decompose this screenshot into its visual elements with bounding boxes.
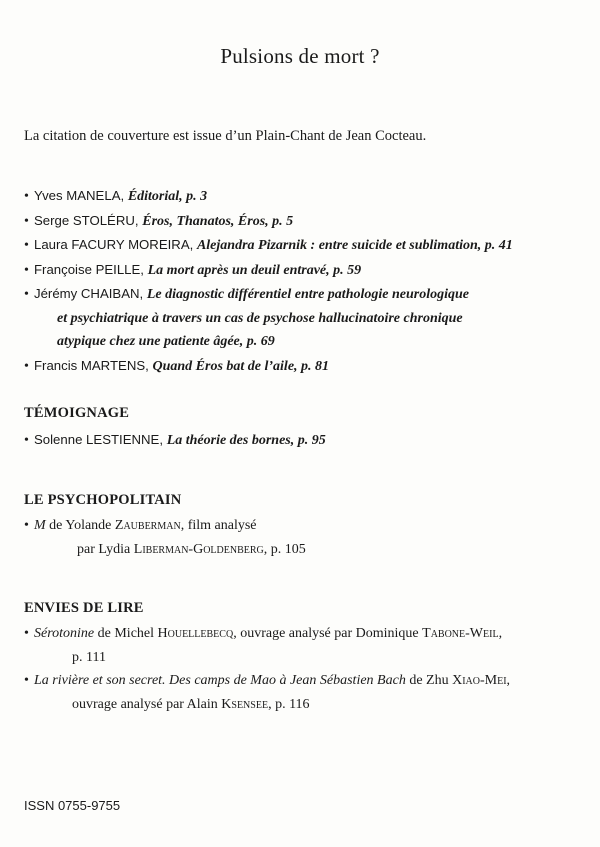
article-author: Solenne LESTIENNE, xyxy=(34,432,167,447)
page-ref: p. 111 xyxy=(72,649,106,665)
film-title: M xyxy=(34,518,46,533)
article-author: Serge STOLÉRU, xyxy=(34,212,143,228)
reviewer-name: Liberman-Goldenberg xyxy=(133,541,264,557)
article-title: Éros, Thanatos, Éros, p. 5 xyxy=(142,213,294,229)
text: , film analysé xyxy=(180,518,257,533)
psychopolitain-list xyxy=(24,514,590,561)
cover-quote-note: La citation de couverture est issue d’un Plain-Chant de Jean Cocteau. xyxy=(24,128,427,144)
temoignage-list xyxy=(24,428,590,453)
article-title-continued: atypique chez une patiente âgée, p. 69 xyxy=(57,334,275,349)
bullet: • xyxy=(24,238,29,253)
text: de Yolande xyxy=(45,518,115,533)
text: , xyxy=(506,673,511,688)
article-title: Le diagnostic différentiel entre pathologie neurologique xyxy=(146,287,469,302)
article-title: Quand Éros bat de l’aile, p. 81 xyxy=(152,358,330,374)
article-author: Yves MANELA, xyxy=(34,188,128,203)
review-line xyxy=(24,693,590,717)
article-author: Francis MARTENS, xyxy=(34,357,153,373)
list-item xyxy=(24,209,590,234)
list-item xyxy=(24,258,590,283)
page-title: Pulsions de mort ? xyxy=(220,44,380,68)
bullet: • xyxy=(24,189,29,204)
section-heading-psychopolitain: LE PSYCHOPOLITAIN xyxy=(24,492,182,508)
text: par Lydia xyxy=(77,541,134,557)
text: , xyxy=(498,626,503,641)
review-line xyxy=(24,538,590,562)
text: , p. 116 xyxy=(268,696,310,712)
book-author: Xiao-Mei xyxy=(452,673,507,688)
book-author: Houellebecq xyxy=(157,626,234,641)
section-heading-envies: ENVIES DE LIRE xyxy=(24,600,144,616)
text: de Michel xyxy=(94,626,158,641)
director-name: Zauberman xyxy=(114,518,181,533)
article-author: Jérémy CHAIBAN, xyxy=(34,286,147,301)
list-item xyxy=(24,354,590,379)
list-item xyxy=(24,622,590,669)
text: de Zhu xyxy=(405,673,453,688)
list-item xyxy=(24,184,590,209)
text: , ouvrage analysé par Dominique xyxy=(233,626,423,641)
article-title: La théorie des bornes, p. 95 xyxy=(166,433,326,448)
bullet: • xyxy=(24,518,29,533)
list-item xyxy=(24,428,590,453)
article-author: Laura FACURY MOREIRA, xyxy=(34,237,197,252)
bullet: • xyxy=(24,213,29,229)
article-title: La mort après un deuil entravé, p. 59 xyxy=(147,262,362,278)
list-item xyxy=(24,514,590,561)
text: , p. 105 xyxy=(263,541,306,557)
bullet: • xyxy=(24,287,29,302)
article-list xyxy=(24,184,590,378)
bullet: • xyxy=(24,262,29,278)
article-title-continued: et psychiatrique à travers un cas de psychose hallucinatoire chronique xyxy=(57,310,463,326)
article-title: Éditorial, p. 3 xyxy=(127,189,208,204)
bullet: • xyxy=(24,358,29,374)
issn: ISSN 0755-9755 xyxy=(24,798,121,813)
list-item xyxy=(24,282,590,354)
list-item xyxy=(24,233,590,258)
book-title: Sérotonine xyxy=(34,626,95,641)
reviewer-name: Ksensee xyxy=(221,696,269,712)
text: ouvrage analysé par Alain xyxy=(72,696,222,712)
bullet: • xyxy=(24,433,29,448)
book-title: La rivière et son secret. Des camps de Mao à Jean Sébastien Bach xyxy=(34,673,406,688)
bullet: • xyxy=(24,626,29,641)
article-title: Alejandra Pizarnik : entre suicide et sublimation, p. 41 xyxy=(196,238,513,253)
envies-list xyxy=(24,622,590,716)
reviewer-name: Tabone-Weil xyxy=(422,626,499,641)
bullet: • xyxy=(24,673,29,688)
section-heading-temoignage: TÉMOIGNAGE xyxy=(24,405,130,421)
article-author: Françoise PEILLE, xyxy=(34,261,148,277)
list-item xyxy=(24,669,590,716)
